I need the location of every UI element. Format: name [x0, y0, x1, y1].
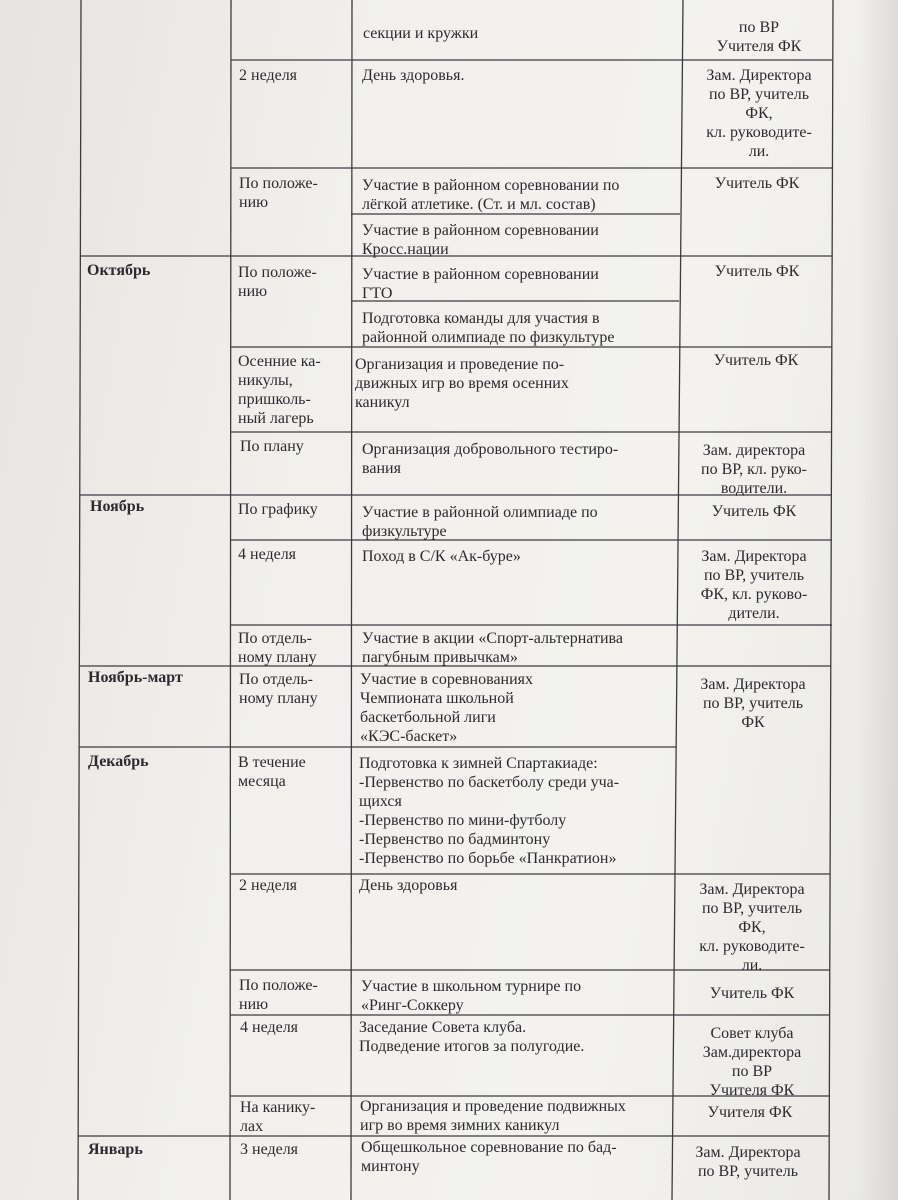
responsible-cell: по ВР Учителя ФК	[716, 19, 802, 55]
responsible-cell: Зам. Директора по ВР, учитель ФК	[700, 676, 806, 731]
responsible-cell: Учителя ФК	[707, 1104, 793, 1121]
timing-cell: По положе- нию	[239, 977, 318, 1013]
timing-cell: Осенние ка- никулы, пришколь- ный лагерь	[238, 353, 321, 427]
activity-cell: Участие в соревнованиях Чемпионата школьной баскетбольной лиги «КЭС-баскет»	[360, 671, 534, 745]
month-cell: Октябрь	[87, 262, 151, 279]
responsible-cell: Учитель ФК	[711, 503, 797, 520]
month-cell: Декабрь	[88, 753, 149, 770]
responsible-cell: Зам. Директора по ВР, учитель ФК, кл. руководите- ли.	[706, 67, 812, 160]
responsible-cell: Зам. Директора по ВР, учитель ФК, кл. руково- дители.	[700, 548, 808, 622]
activity-cell: Участие в районной олимпиаде по физкультуре	[362, 504, 598, 540]
responsible-cell: Совет клуба Зам.директора по ВР Учителя ФК	[702, 1025, 802, 1099]
responsible-cell: Учитель ФК	[709, 985, 795, 1002]
responsible-cell: Зам. Директора по ВР, учитель	[695, 1144, 801, 1180]
month-cell: Январь	[88, 1141, 143, 1158]
timing-cell: 2 неделя	[239, 877, 298, 894]
month-cell: Ноябрь	[90, 498, 145, 515]
activity-cell: Участие в районном соревновании Кросс.нации	[362, 222, 599, 258]
timing-cell: На канику- лах	[240, 1099, 316, 1135]
activity-cell: День здоровья	[359, 877, 458, 894]
responsible-cell: Учитель ФК	[713, 352, 799, 369]
activity-cell: Участие в районном соревновании по лёгкой атлетике. (Ст. и мл. состав)	[362, 177, 620, 213]
activity-cell: Подготовка к зимней Спартакиаде: -Первенство по баскетболу среди уча- щихся -Первенство по мини-футболу -Первенство по бадминтону -Первенство по борьбе «Панкратион»	[359, 755, 620, 867]
activity-cell: Заседание Совета клуба. Подведение итогов за полугодие.	[359, 1019, 585, 1055]
timing-cell: По положе- нию	[238, 264, 317, 300]
activity-cell: Организация добровольного тестиро- вания	[362, 441, 619, 477]
timing-cell: По плану	[240, 438, 304, 455]
activity-cell: День здоровья.	[362, 67, 465, 84]
responsible-cell: Учитель ФК	[714, 175, 800, 192]
activity-cell: Поход в С/К «Ак-буре»	[362, 548, 521, 565]
activity-cell: Участие в акции «Спорт-альтернатива пагубным привычкам»	[362, 630, 623, 666]
timing-cell: По отдель- ному плану	[239, 671, 318, 707]
activity-cell: Участие в школьном турнире по «Ринг-Соккеру	[361, 978, 582, 1014]
responsible-cell: Зам. директора по ВР, кл. руко- водители.	[701, 442, 807, 497]
timing-cell: 2 неделя	[239, 67, 298, 84]
timing-cell: По отдель- ному плану	[238, 630, 317, 666]
timing-cell: 4 неделя	[240, 1019, 299, 1036]
timing-cell: По положе- нию	[239, 175, 318, 211]
activity-cell: Общешкольное соревнование по бад- минтону	[361, 1139, 617, 1175]
timing-cell: В течение месяца	[238, 754, 306, 790]
responsible-cell: Учитель ФК	[714, 263, 800, 280]
activity-cell: секции и кружки	[363, 25, 479, 42]
month-cell: Ноябрь-март	[88, 669, 183, 686]
activity-cell: Подготовка команды для участия в районной олимпиаде по физкультуре	[362, 310, 615, 346]
activity-cell: Организация и проведение по- движных игр во время осенних каникул	[355, 356, 569, 411]
activity-cell: Участие в районном соревновании ГТО	[362, 266, 599, 302]
timing-cell: 3 неделя	[240, 1141, 299, 1158]
timing-cell: 4 неделя	[238, 546, 297, 563]
timing-cell: По графику	[238, 501, 318, 518]
activity-cell: Организация и проведение подвижных игр во время зимних каникул	[360, 1098, 626, 1134]
responsible-cell: Зам. Директора по ВР, учитель ФК, кл. руководите- ли.	[699, 881, 805, 974]
